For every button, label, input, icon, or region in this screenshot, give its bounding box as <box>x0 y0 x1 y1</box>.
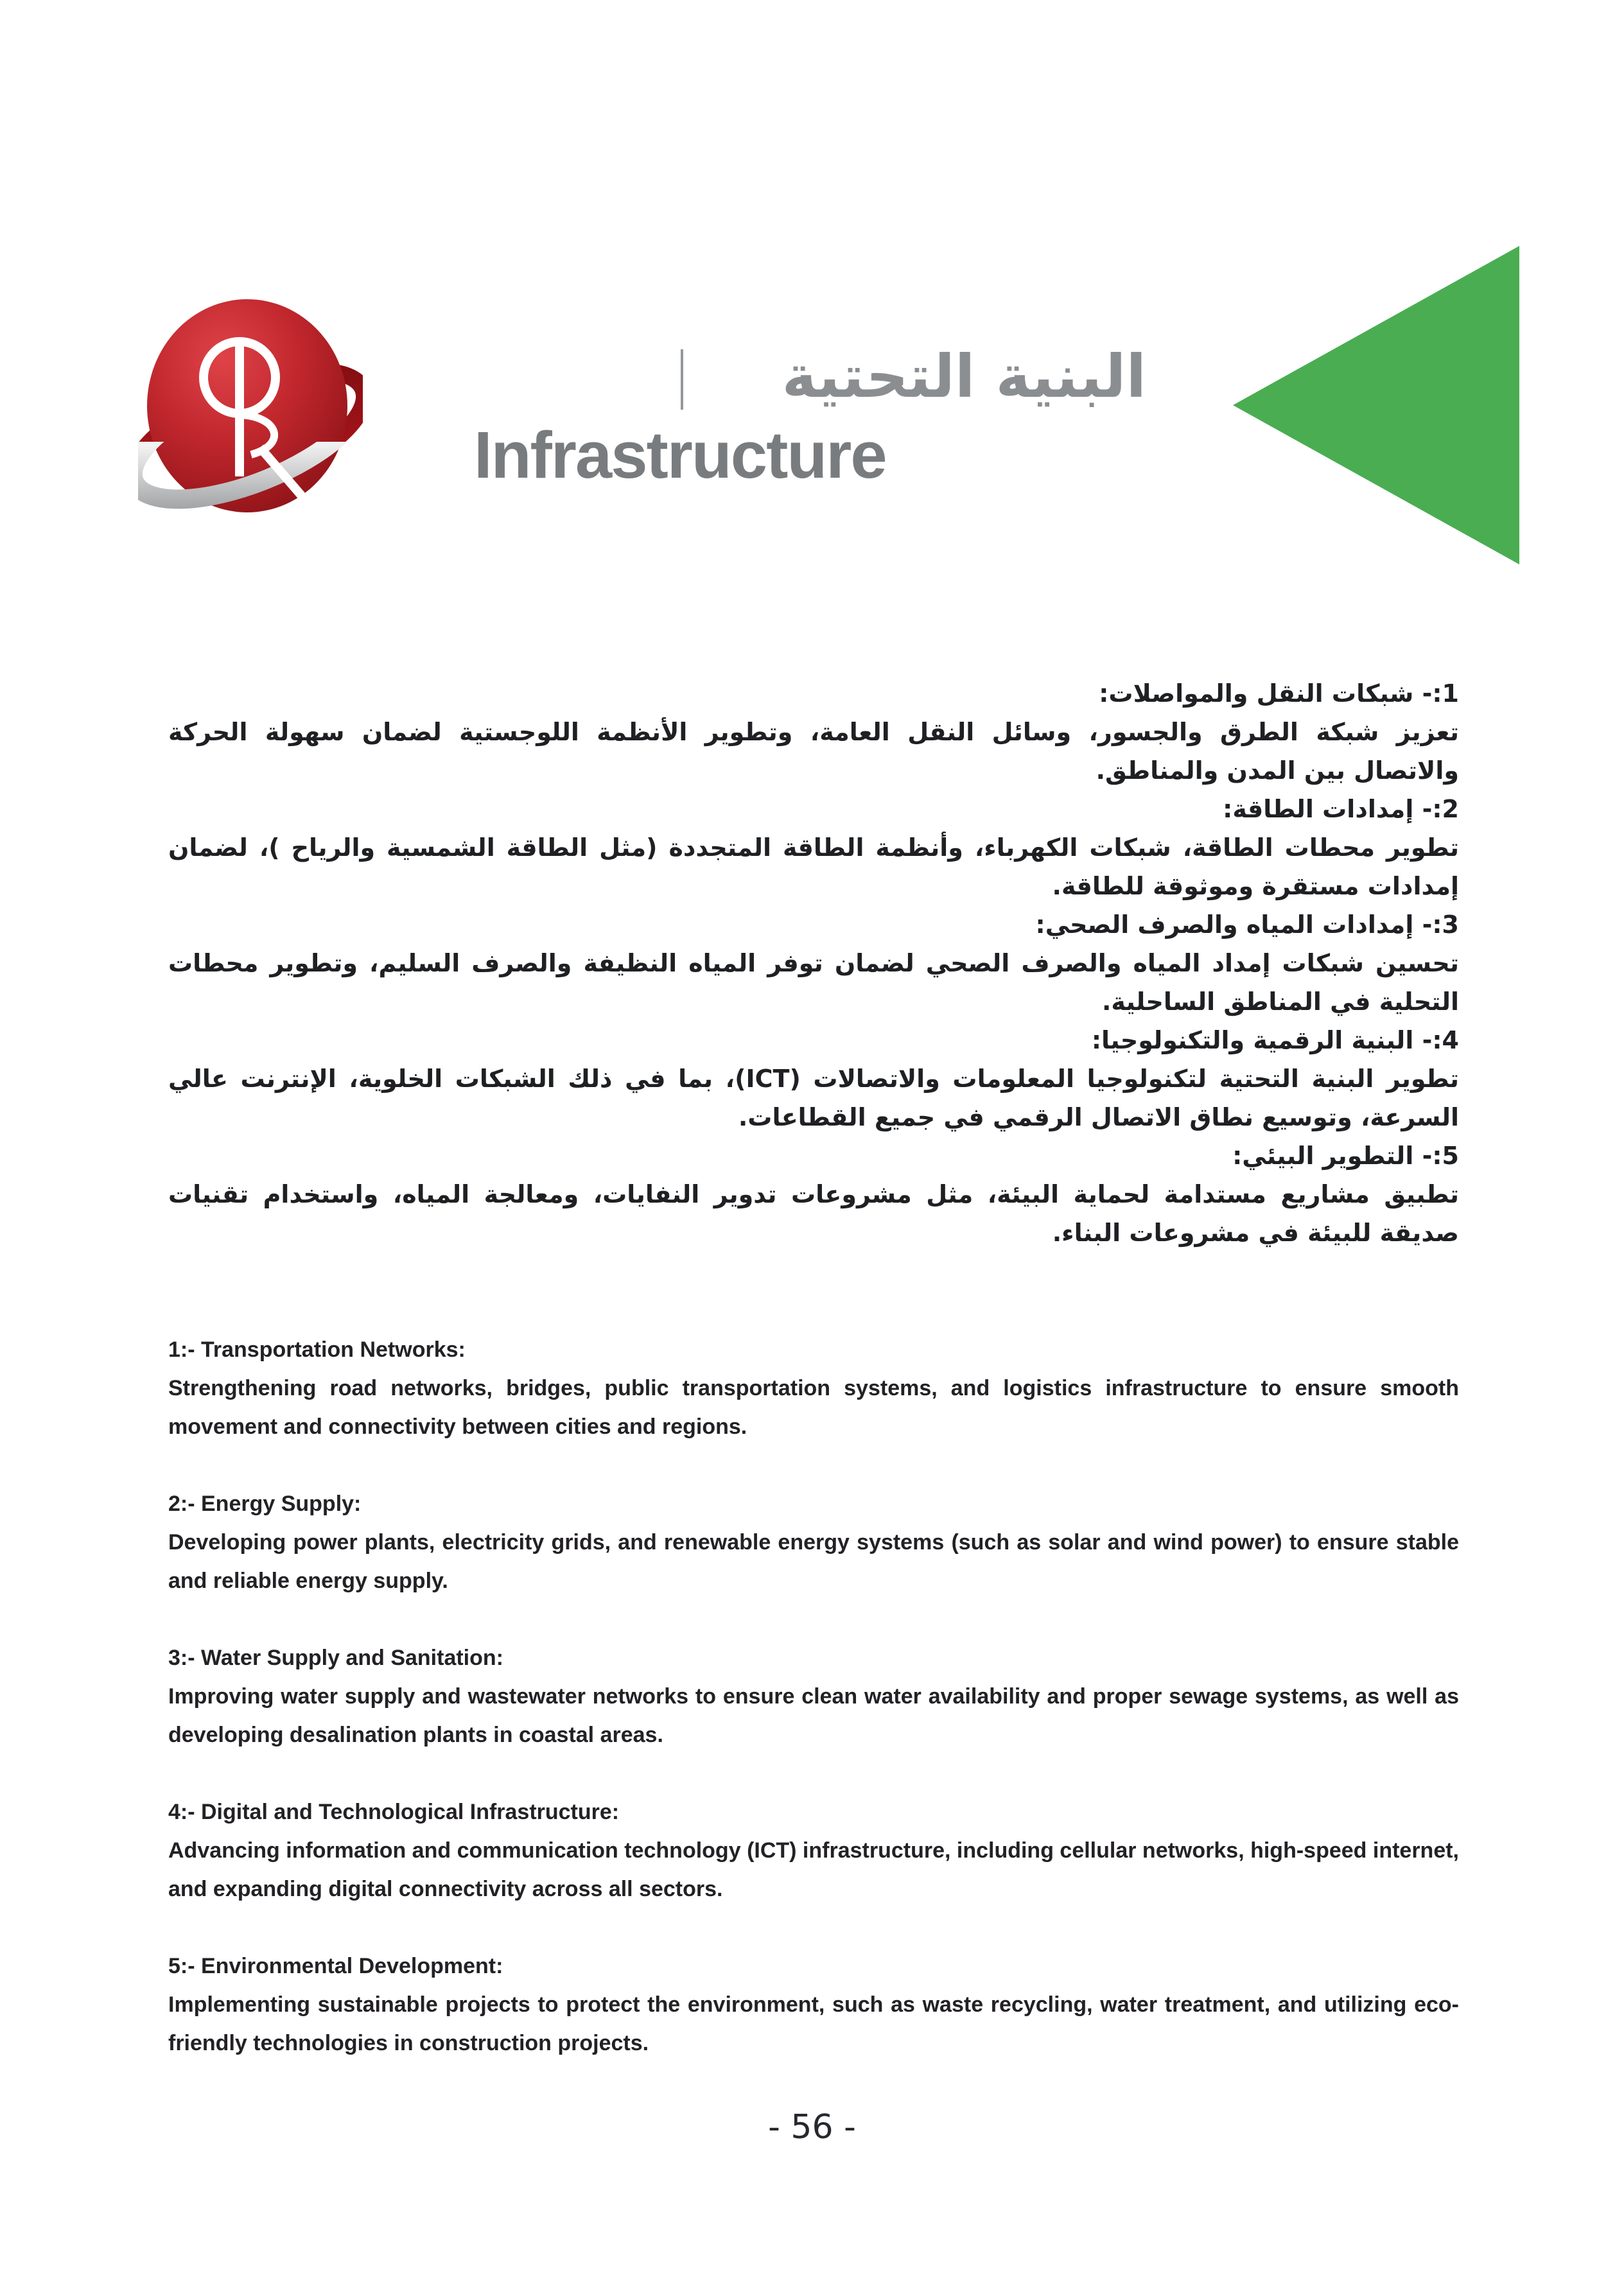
arabic-section-heading: 4:- البنية الرقمية والتكنولوجيا: <box>1091 1026 1459 1054</box>
arabic-section-heading: 3:- إمدادات المياه والصرف الصحي: <box>1035 910 1459 939</box>
arabic-section <box>168 1137 1459 1252</box>
globe-swoosh-logo-icon <box>138 289 363 552</box>
arabic-content-block <box>168 674 1459 1252</box>
english-section-body: Strengthening road networks, bridges, public transportation systems, and logistics infrastructure to ensure smooth movement and connectivity between cities and regions. <box>168 1376 1459 1439</box>
arabic-section-body: تطبيق مشاريع مستدامة لحماية البيئة، مثل مشروعات تدوير النفايات، ومعالجة المياه، واستخدام تقنيات صديقة للبيئة في مشروعات البناء. <box>168 1180 1459 1247</box>
english-section-heading: 1:- Transportation Networks: <box>168 1337 466 1362</box>
arabic-section-body: تحسين شبكات إمداد المياه والصرف الصحي لضمان توفر المياه النظيفة والصرف السليم، وتطوير محطات التحلية في المناطق الساحلية. <box>168 949 1459 1016</box>
green-arrow-decoration <box>1233 246 1519 564</box>
arabic-section-heading: 5:- التطوير البيئي: <box>1232 1142 1459 1170</box>
english-section-body: Implementing sustainable projects to protect the environment, such as waste recycling, water treatment, and utilizing eco-friendly technologies in construction projects. <box>168 1992 1459 2055</box>
arabic-section <box>168 1021 1459 1137</box>
page-number: - 56 - <box>768 2108 856 2147</box>
english-section-body: Advancing information and communication technology (ICT) infrastructure, including cellular networks, high-speed internet, and expanding digital connectivity across all sectors. <box>168 1838 1459 1901</box>
english-section <box>168 1639 1459 1754</box>
arabic-section <box>168 790 1459 905</box>
english-section-heading: 4:- Digital and Technological Infrastructure: <box>168 1800 620 1824</box>
english-section-body: Developing power plants, electricity grids, and renewable energy systems (such as solar and wind power) to ensure stable and reliable energy supply. <box>168 1530 1459 1593</box>
english-section <box>168 1947 1459 2062</box>
arabic-section-body: تطوير محطات الطاقة، شبكات الكهرباء، وأنظمة الطاقة المتجددة (مثل الطاقة الشمسية والرياح )، لضمان إمدادات مستقرة وموثوقة للطاقة. <box>168 833 1459 900</box>
page-title-english: Infrastructure <box>474 418 886 492</box>
arabic-section <box>168 905 1459 1021</box>
english-section-heading: 3:- Water Supply and Sanitation: <box>168 1646 503 1670</box>
title-divider <box>681 349 683 410</box>
arabic-section-heading: 2:- إمدادات الطاقة: <box>1223 795 1459 823</box>
arabic-section <box>168 674 1459 790</box>
english-section-heading: 2:- Energy Supply: <box>168 1492 362 1516</box>
arabic-section-body: تطوير البنية التحتية لتكنولوجيا المعلومات والاتصالات (ICT)، بما في ذلك الشبكات الخلوية، الإنترنت عالي السرعة، وتوسيع نطاق الاتصال الرقمي في جميع القطاعات. <box>168 1065 1460 1131</box>
english-section-heading: 5:- Environmental Development: <box>168 1954 503 1978</box>
company-logo <box>138 289 363 552</box>
english-content-block <box>168 1330 1459 2062</box>
arabic-section-heading: 1:- شبكات النقل والمواصلات: <box>1099 679 1459 708</box>
page-title-arabic: البنية التحتية <box>781 342 1146 411</box>
arabic-section-body: تعزيز شبكة الطرق والجسور، وسائل النقل العامة، وتطوير الأنظمة اللوجستية لضمان سهولة الحركة والاتصال بين المدن والمناطق. <box>168 718 1459 785</box>
english-section-body: Improving water supply and wastewater networks to ensure clean water availability and proper sewage systems, as well as developing desalination plants in coastal areas. <box>168 1684 1459 1747</box>
english-section <box>168 1793 1459 1908</box>
english-section <box>168 1485 1459 1600</box>
english-section <box>168 1330 1459 1446</box>
